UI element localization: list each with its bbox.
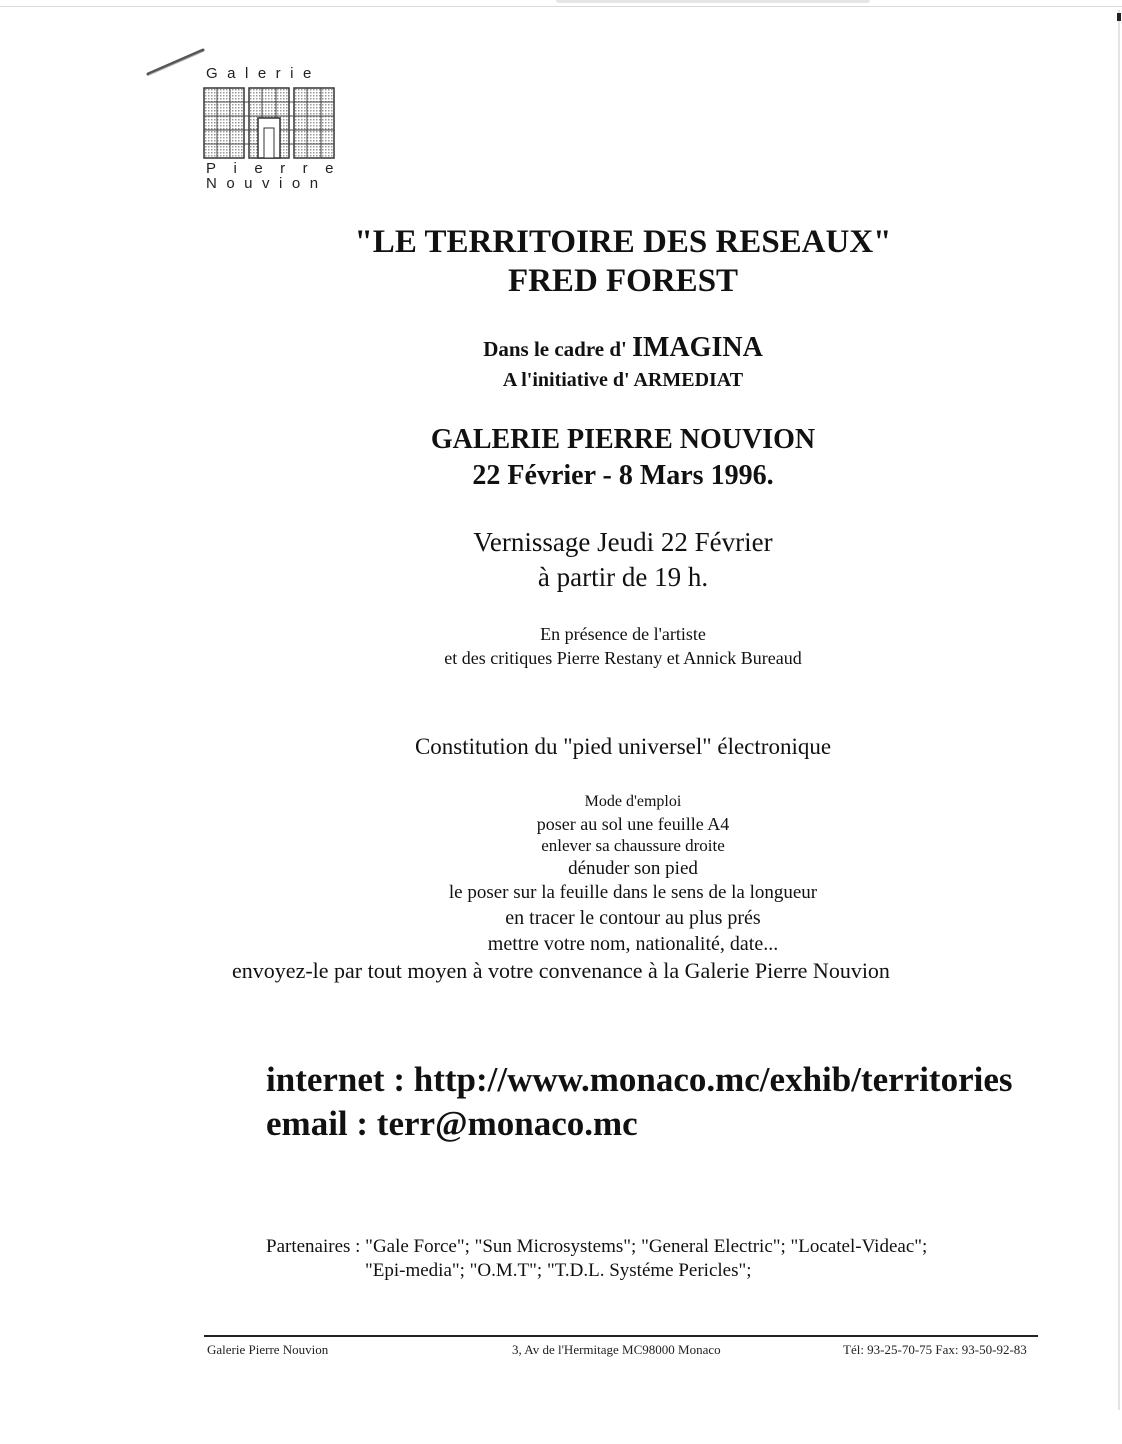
logo-text-nouvion: Nouvion (206, 175, 328, 192)
right-edge-marker (1117, 13, 1121, 21)
building-grid-icon (202, 86, 336, 160)
instruction-line: poser au sol une feuille A4 (536, 814, 730, 834)
logo-text-galerie: Galerie (206, 65, 321, 82)
artist-name: FRED FOREST (507, 263, 739, 299)
gallery-name: GALERIE PIERRE NOUVION (430, 424, 816, 455)
presence-line-2: et des critiques Pierre Restany et Annick Bureaud (444, 648, 802, 668)
footer-phone: Tél: 93-25-70-75 Fax: 93-50-92-83 (843, 1342, 1027, 1357)
instruction-heading: Mode d'emploi (584, 793, 682, 810)
instruction-line: dénuder son pied (568, 858, 698, 879)
event-context (62, 333, 1122, 364)
footer-address: 3, Av de l'Hermitage MC98000 Monaco (512, 1342, 721, 1357)
initiative-line: A l'initiative d' ARMEDIAT (502, 369, 744, 391)
partners-line-1: Partenaires : "Gale Force"; "Sun Microsystems"; "General Electric"; "Locatel-Videac"; (266, 1236, 928, 1257)
presence-line-1: En présence de l'artiste (540, 624, 706, 644)
logo-text-pierre: Pierre (206, 160, 352, 177)
email-link[interactable]: email : terr@monaco.mc (266, 1104, 638, 1143)
right-edge-line (1118, 10, 1120, 1410)
event-name: IMAGINA (632, 332, 763, 363)
exhibition-title: "LE TERRITOIRE DES RESEAUX" (354, 224, 892, 260)
constitution-heading: Constitution du "pied universel" électronique (414, 734, 832, 759)
event-context-prefix: Dans le cadre d' (483, 337, 627, 361)
opening-line-2: à partir de 19 h. (537, 562, 709, 592)
footer-divider (204, 1335, 1038, 1337)
partners-line-2: "Epi-media"; "O.M.T"; "T.D.L. Systéme Pericles"; (365, 1260, 752, 1281)
gallery-logo (145, 46, 352, 196)
top-edge-tab (556, 0, 870, 3)
internet-link[interactable]: internet : http://www.monaco.mc/exhib/territories (266, 1060, 1013, 1099)
top-edge-line (0, 6, 1122, 7)
instruction-line: en tracer le contour au plus prés (505, 907, 761, 929)
exhibition-dates: 22 Février - 8 Mars 1996. (472, 460, 774, 491)
pen-icon (145, 46, 207, 80)
opening-line-1: Vernissage Jeudi 22 Février (473, 527, 773, 557)
instruction-line: enlever sa chaussure droite (541, 836, 725, 855)
instruction-line: mettre votre nom, nationalité, date... (487, 933, 779, 955)
instruction-line: envoyez-le par tout moyen à votre convenance à la Galerie Pierre Nouvion (232, 958, 890, 983)
footer-gallery-name: Galerie Pierre Nouvion (207, 1342, 329, 1357)
instruction-line: le poser sur la feuille dans le sens de la longueur (448, 882, 818, 903)
